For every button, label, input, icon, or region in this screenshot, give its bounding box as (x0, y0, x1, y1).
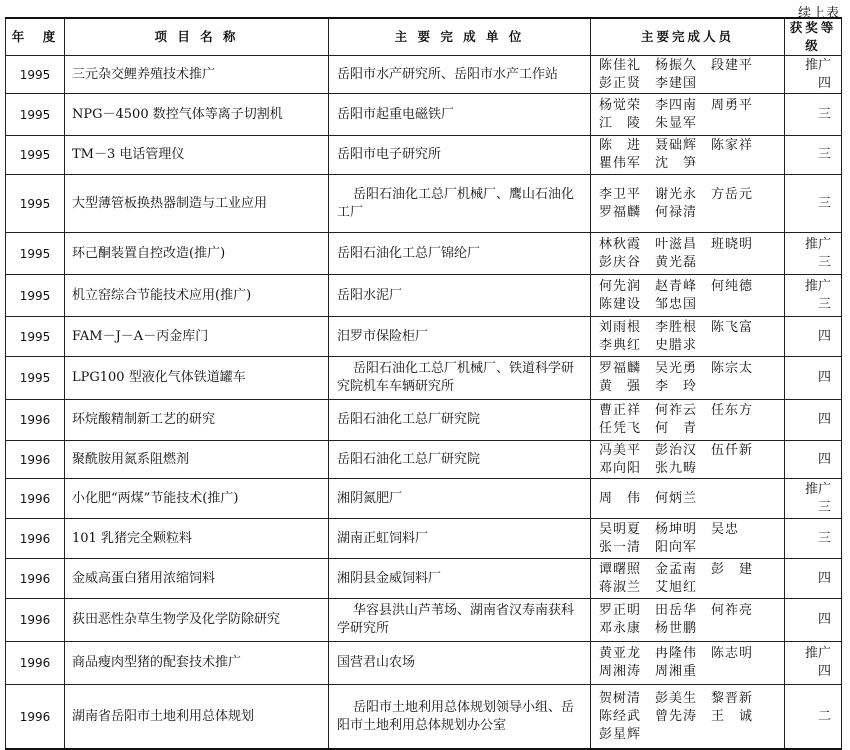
award-cell: 四 (785, 400, 842, 441)
unit-line-2: 工厂 (337, 204, 364, 220)
year-cell: 1996 (6, 400, 65, 441)
year-cell: 1995 (6, 136, 65, 175)
project-name-cell: 小化肥“两煤”节能技术(推广) (65, 479, 329, 519)
table-row (6, 94, 842, 136)
year-cell: 1995 (6, 56, 65, 94)
award-cell: 三 (785, 519, 842, 559)
header-unit: 主 要 完 成 单 位 (329, 18, 591, 56)
table-row (6, 479, 842, 519)
project-name-cell: NPG－4500 数控气体等离子切割机 (65, 94, 329, 136)
people-cell: 罗福麟 吴光勇 陈宗太 黄 强 李 玲 (591, 357, 785, 400)
table-row (6, 685, 842, 750)
year-cell: 1995 (6, 275, 65, 317)
table-header-row (6, 18, 842, 56)
year-cell: 1996 (6, 642, 65, 685)
table-row (6, 233, 842, 275)
table-row (6, 357, 842, 400)
unit-cell (329, 685, 591, 750)
year-cell: 1996 (6, 519, 65, 559)
unit-line-2: 阳市土地利用总体规划办公室 (337, 717, 507, 733)
unit-cell (329, 599, 591, 642)
people-cell: 林秋霞 叶滋昌 班晓明 彭庆谷 黄光磊 (591, 233, 785, 275)
project-name-cell: 大型薄管板换热器制造与工业应用 (65, 175, 329, 233)
project-name-cell: 三元杂交鲤养殖技术推广 (65, 56, 329, 94)
unit-cell (329, 175, 591, 233)
project-name-cell: 聚酰胺用氮系阻燃剂 (65, 441, 329, 479)
header-people: 主要完成人员 (591, 18, 785, 56)
project-name-cell: 湖南省岳阳市土地利用总体规划 (65, 685, 329, 750)
award-cell: 四 (785, 559, 842, 599)
unit-cell: 汨罗市保险柜厂 (329, 317, 591, 357)
header-year: 年 度 (6, 18, 65, 56)
award-cell: 推广 三 (785, 275, 842, 317)
award-cell: 四 (785, 357, 842, 400)
award-cell: 推广 四 (785, 56, 842, 94)
people-cell: 冯美平 彭治汉 伍仟新 邓向阳 张九畴 (591, 441, 785, 479)
people-cell: 周 伟 何炳兰 (591, 479, 785, 519)
year-cell: 1995 (6, 317, 65, 357)
unit-cell: 岳阳水泥厂 (329, 275, 591, 317)
project-name-cell: 商品瘦肉型猪的配套技术推广 (65, 642, 329, 685)
project-name-cell: 环己酮装置自控改造(推广) (65, 233, 329, 275)
table-row (6, 400, 842, 441)
award-cell: 三 (785, 175, 842, 233)
award-cell: 四 (785, 441, 842, 479)
table-row (6, 642, 842, 685)
header-project: 项 目 名 称 (65, 18, 329, 56)
people-cell: 贺树清 彭美生 黎晋新 陈经武 曾先涛 王 诚 彭星辉 (591, 685, 785, 750)
unit-cell: 岳阳石油化工总厂锦纶厂 (329, 233, 591, 275)
unit-cell: 岳阳市起重电磁铁厂 (329, 94, 591, 136)
unit-line-1: 岳阳市土地利用总体规划领导小组、岳 (353, 699, 575, 715)
project-name-cell: TM－3 电话管理仪 (65, 136, 329, 175)
table-row (6, 441, 842, 479)
table-row (6, 599, 842, 642)
unit-cell: 湘阴氮肥厂 (329, 479, 591, 519)
unit-line-1: 华容县洪山芦苇场、湖南省汉寿南获科 (353, 603, 575, 618)
unit-cell: 岳阳石油化工总厂研究院 (329, 400, 591, 441)
table-row (6, 275, 842, 317)
unit-cell: 岳阳市电子研究所 (329, 136, 591, 175)
year-cell: 1996 (6, 479, 65, 519)
award-cell: 推广 四 (785, 642, 842, 685)
year-cell: 1996 (6, 599, 65, 642)
people-cell: 何先润 赵青峰 何纯德 陈建设 邹忠国 (591, 275, 785, 317)
header-award: 获奖等级 (785, 18, 842, 56)
year-cell: 1996 (6, 441, 65, 479)
year-cell: 1995 (6, 175, 65, 233)
people-cell: 曹正祥 何祚云 任东方 任凭飞 何 青 (591, 400, 785, 441)
table-row (6, 559, 842, 599)
table-row (6, 317, 842, 357)
award-cell: 三 (785, 136, 842, 175)
project-name-cell: 环烷酸精制新工艺的研究 (65, 400, 329, 441)
year-cell: 1995 (6, 233, 65, 275)
table-row (6, 136, 842, 175)
people-cell: 李卫平 谢光永 方岳元 罗福麟 何禄清 (591, 175, 785, 233)
unit-cell (329, 357, 591, 400)
unit-cell: 岳阳石油化工总厂研究院 (329, 441, 591, 479)
unit-cell: 国营君山农场 (329, 642, 591, 685)
people-cell: 刘雨根 李胜根 陈飞富 李典红 史腊求 (591, 317, 785, 357)
year-cell: 1995 (6, 94, 65, 136)
award-cell: 推广 三 (785, 479, 842, 519)
project-name-cell: 101 乳猪完全颗粒料 (65, 519, 329, 559)
project-name-cell: FAM－J－A－丙金库门 (65, 317, 329, 357)
awards-table (5, 17, 845, 750)
project-name-cell: 金威高蛋白猪用浓缩饲料 (65, 559, 329, 599)
table-row (6, 175, 842, 233)
year-cell: 1996 (6, 559, 65, 599)
people-cell: 谭曙照 金孟南 彭 建 蒋淑兰 艾旭红 (591, 559, 785, 599)
award-cell: 二 (785, 685, 842, 750)
project-name-cell: 荻田恶性杂草生物学及化学防除研究 (65, 599, 329, 642)
people-cell: 陈佳礼 杨振久 段建平 彭正贤 李建国 (591, 56, 785, 94)
unit-line-1: 岳阳石油化工总厂机械厂、鹰山石油化 (353, 186, 575, 202)
table-row (6, 519, 842, 559)
people-cell: 吴明夏 杨坤明 吴忠 张一清 阳向军 (591, 519, 785, 559)
award-cell: 四 (785, 317, 842, 357)
award-cell: 四 (785, 599, 842, 642)
people-cell: 陈 进 聂础辉 陈家祥 瞿伟军 沈 笋 (591, 136, 785, 175)
project-name-cell: LPG100 型液化气体铁道罐车 (65, 357, 329, 400)
people-cell: 杨觉荣 李四南 周勇平 江 陵 朱显军 (591, 94, 785, 136)
year-cell: 1995 (6, 357, 65, 400)
project-name-cell: 机立窑综合节能技术应用(推广) (65, 275, 329, 317)
continued-label: 续上表 (797, 6, 840, 21)
unit-cell: 湘阴县金威饲料厂 (329, 559, 591, 599)
table-row (6, 56, 842, 94)
unit-cell: 湖南正虹饲料厂 (329, 519, 591, 559)
people-cell: 黄亚龙 冉隆伟 陈志明 周湘涛 周湘重 (591, 642, 785, 685)
people-cell: 罗正明 田岳华 何祚亮 邓永康 杨世鹏 (591, 599, 785, 642)
award-cell: 推广 三 (785, 233, 842, 275)
unit-line-2: 究院机车车辆研究所 (337, 379, 455, 394)
unit-line-1: 岳阳石油化工总厂机械厂、铁道科学研 (353, 361, 575, 376)
award-cell: 三 (785, 94, 842, 136)
year-cell: 1996 (6, 685, 65, 750)
unit-line-2: 学研究所 (337, 621, 390, 636)
unit-cell: 岳阳市水产研究所、岳阳市水产工作站 (329, 56, 591, 94)
